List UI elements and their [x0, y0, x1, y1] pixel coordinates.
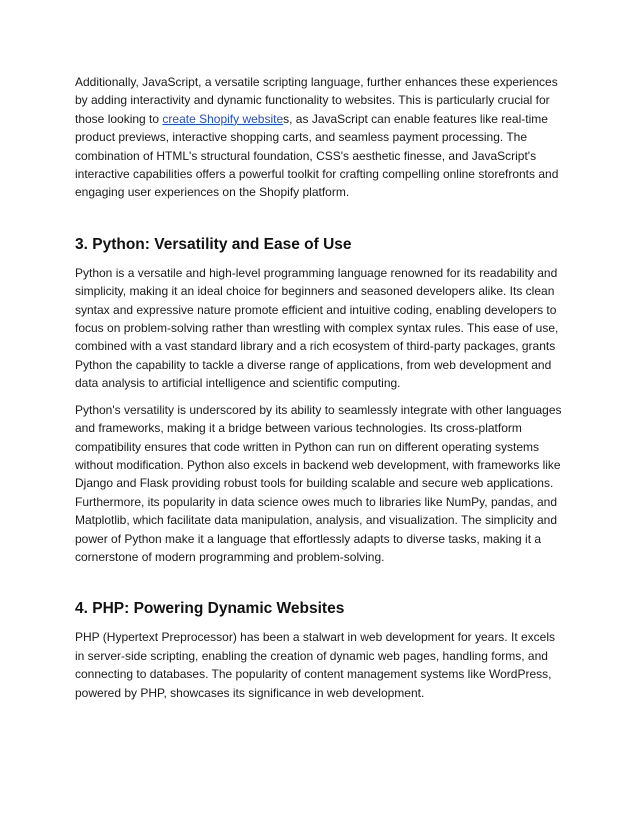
document-page — [75, 73, 563, 702]
create-shopify-website-link[interactable]: create Shopify website — [162, 111, 284, 126]
intro-paragraph — [75, 73, 563, 202]
php-paragraph-1: PHP (Hypertext Preprocessor) has been a stalwart in web development for years. It excels in server-side scripting, enabling the creation of dynamic web pages, handling forms, and connecting to databases. The popularity of content management systems like WordPress, powered by PHP, showcases its significance in web development. — [75, 630, 555, 700]
python-section-heading: 3. Python: Versatility and Ease of Use — [75, 235, 352, 253]
php-section-heading: 4. PHP: Powering Dynamic Websites — [75, 600, 345, 618]
intro-text-before-link: Additionally, JavaScript, a versatile scripting language, further enhances these experiences by adding interactivity and dynamic functionality to websites. This is particularly crucial for those looking to — [75, 75, 558, 126]
python-paragraph-1: Python is a versatile and high-level programming language renowned for its readability and simplicity, making it an ideal choice for beginners and seasoned developers alike. Its clean syntax and expressive nature promote efficient and intuitive coding, enabling developers to focus on problem-solving rather than wrestling with complex syntax rules. This ease of use, combined with a vast standard library and a rich ecosystem of third-party packages, grants Python the capability to tackle a diverse range of applications, from web development and data analysis to artificial intelligence and scientific computing. — [75, 265, 559, 391]
intro-text-after-link: s, as JavaScript can enable features like real-time product previews, interactive shopping carts, and seamless payment processing. The combination of HTML's structural foundation, CSS's aesthetic finesse, and JavaScript's interactive capabilities offers a powerful toolkit for crafting compelling online storefronts and engaging user experiences on the Shopify platform. — [75, 111, 559, 200]
python-paragraph-2: Python's versatility is underscored by its ability to seamlessly integrate with other languages and frameworks, making it a bridge between various technologies. Its cross-platform compatibility ensures that code written in Python can run on different operating systems without modification. Python also excels in backend web development, with frameworks like Django and Flask providing robust tools for building scalable and secure web applications. Furthermore, its popularity in data science owes much to libraries like NumPy, pandas, and Matplotlib, which facilitate data manipulation, analysis, and visualization. The simplicity and power of Python make it a language that effortlessly adapts to diverse tasks, making it a cornerstone of modern programming and problem-solving. — [75, 402, 562, 564]
